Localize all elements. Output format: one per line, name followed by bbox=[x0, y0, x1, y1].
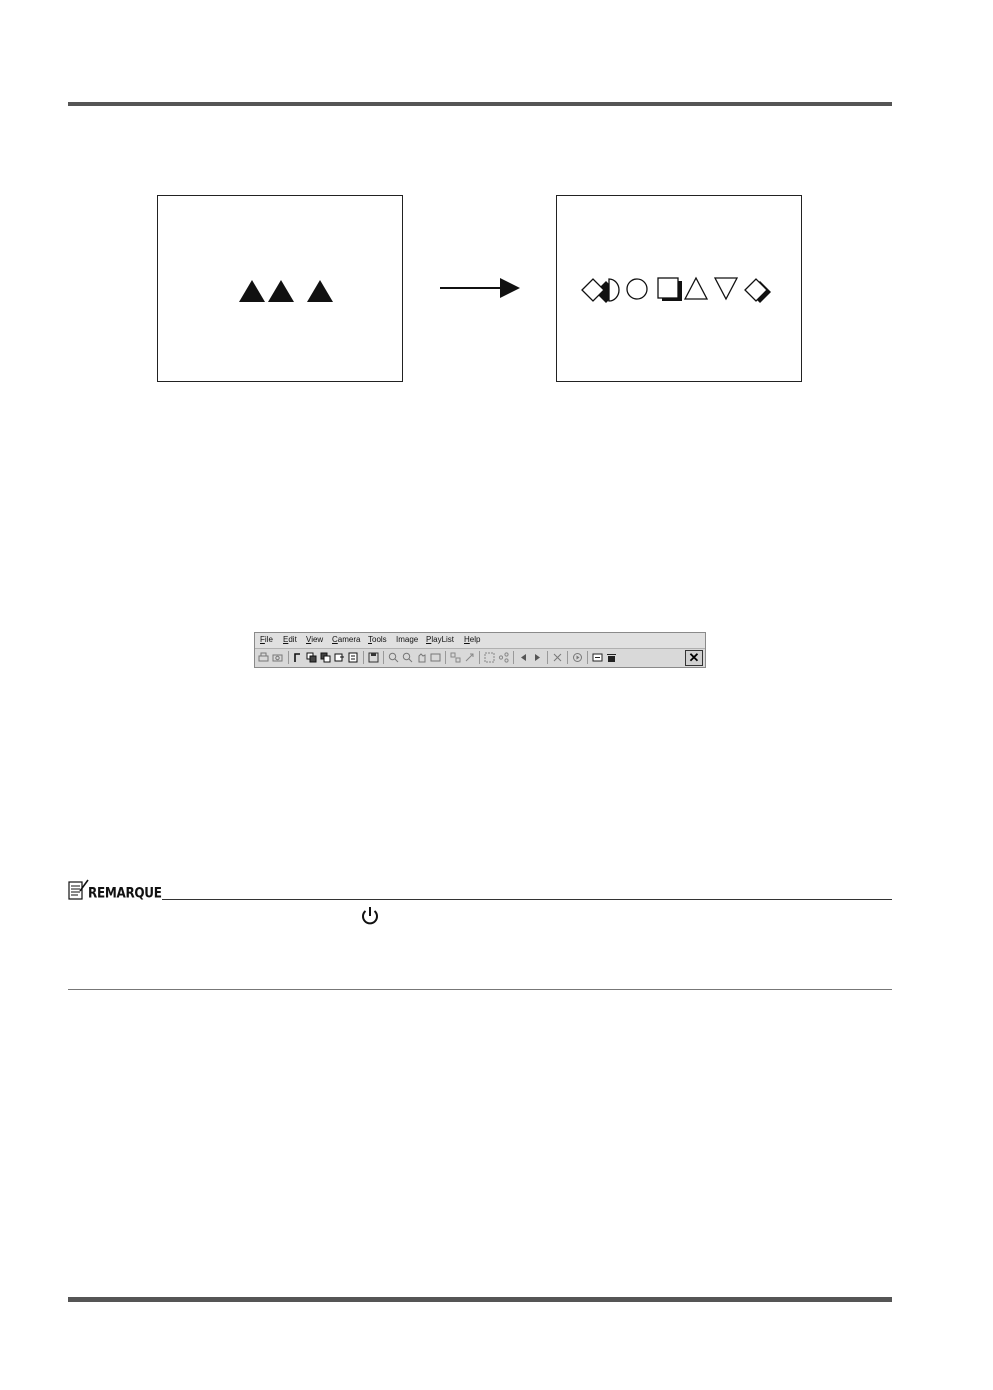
arrow-right-icon bbox=[438, 276, 522, 300]
note-pencil-icon bbox=[68, 879, 90, 901]
app-toolbar bbox=[254, 632, 706, 668]
section-divider bbox=[68, 989, 892, 990]
close-button[interactable]: ✕ bbox=[685, 650, 703, 666]
separator bbox=[479, 651, 480, 664]
move-image-icon[interactable] bbox=[334, 652, 345, 663]
print-icon[interactable] bbox=[258, 652, 269, 663]
select-icon[interactable] bbox=[484, 652, 495, 663]
menu-help[interactable]: Help bbox=[464, 635, 481, 644]
paste-image-icon[interactable] bbox=[320, 652, 331, 663]
previous-icon[interactable] bbox=[518, 652, 529, 663]
separator bbox=[445, 651, 446, 664]
filled-triangles-icon bbox=[158, 196, 402, 381]
slideshow-icon[interactable] bbox=[572, 652, 583, 663]
zoom-in-icon[interactable] bbox=[388, 652, 399, 663]
delete-icon[interactable] bbox=[606, 652, 617, 663]
info-icon[interactable] bbox=[592, 652, 603, 663]
separator bbox=[513, 651, 514, 664]
screen-after bbox=[556, 195, 802, 382]
separator bbox=[547, 651, 548, 664]
menu-edit[interactable]: Edit bbox=[283, 635, 297, 644]
next-icon[interactable] bbox=[532, 652, 543, 663]
separator bbox=[567, 651, 568, 664]
power-icon bbox=[359, 905, 381, 927]
menu-bar bbox=[255, 633, 705, 649]
menu-view[interactable]: View bbox=[306, 635, 324, 644]
zoom-out-icon[interactable] bbox=[402, 652, 413, 663]
menu-camera[interactable]: Camera bbox=[332, 635, 361, 644]
copy-image-icon[interactable] bbox=[306, 652, 317, 663]
separator bbox=[363, 651, 364, 664]
outlined-shapes-icon bbox=[557, 196, 801, 381]
note-rule bbox=[162, 899, 892, 900]
footer-rule bbox=[68, 1297, 892, 1302]
rotate-icon[interactable] bbox=[292, 652, 303, 663]
hand-icon[interactable] bbox=[416, 652, 427, 663]
save-to-icon[interactable] bbox=[348, 652, 359, 663]
tool-row bbox=[255, 649, 705, 666]
share-icon[interactable] bbox=[498, 652, 509, 663]
separator bbox=[383, 651, 384, 664]
thumbnail-icon[interactable] bbox=[450, 652, 461, 663]
menu-playlist[interactable]: PlayList bbox=[426, 635, 455, 644]
disk-icon[interactable] bbox=[368, 652, 379, 663]
separator bbox=[587, 651, 588, 664]
fit-icon[interactable] bbox=[430, 652, 441, 663]
menu-file[interactable]: File bbox=[260, 635, 273, 644]
menu-image[interactable]: Image bbox=[396, 635, 419, 644]
edit-icon[interactable] bbox=[552, 652, 563, 663]
menu-tools[interactable]: Tools bbox=[368, 635, 387, 644]
header-rule bbox=[68, 102, 892, 106]
camera-icon[interactable] bbox=[272, 652, 283, 663]
note-label: REMARQUE bbox=[88, 885, 162, 902]
resize-icon[interactable] bbox=[464, 652, 475, 663]
screen-before bbox=[157, 195, 403, 382]
separator bbox=[288, 651, 289, 664]
